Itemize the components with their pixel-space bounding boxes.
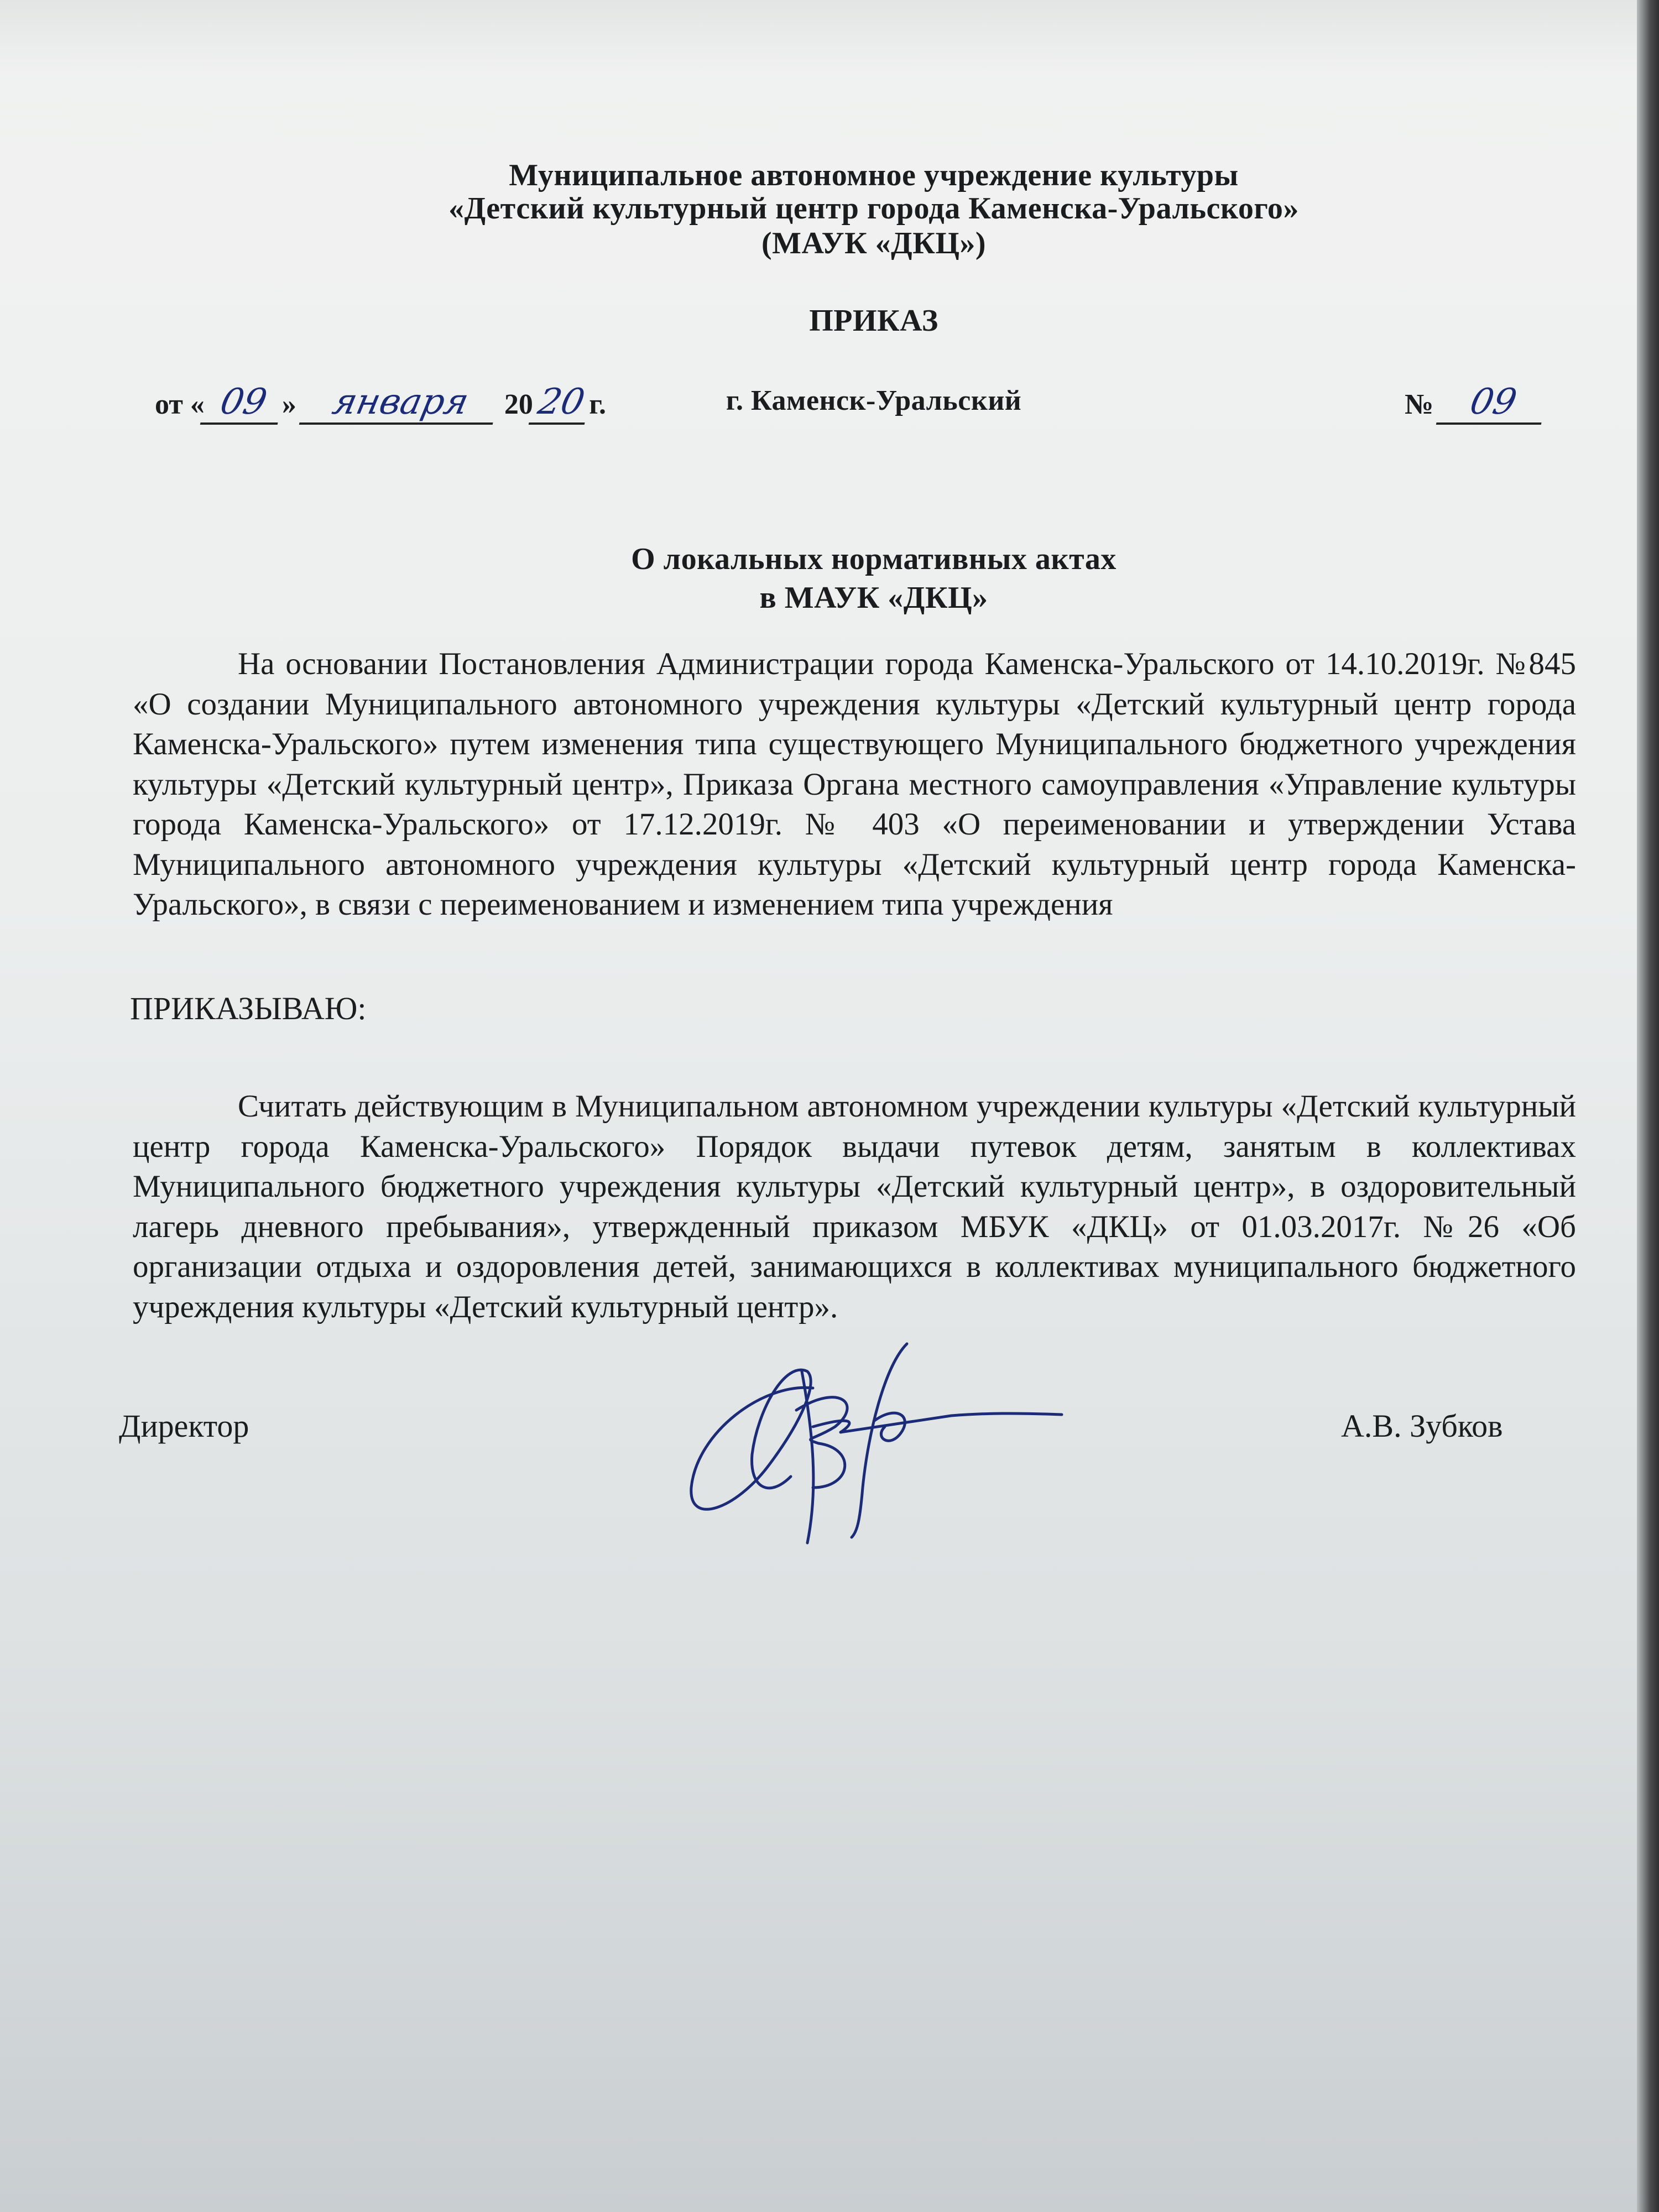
date-day: 09 xyxy=(200,382,287,425)
signature-tail xyxy=(813,1413,1062,1432)
order-paragraph: Считать действующим в Муниципальном автономном учреждении культуры «Детский культурный центр города Каменска-Уральского» Порядок выдачи путевок детям, занятым в коллективах Муниципального бюджетного учреждения культуры «Детский культурный центр», в оздоровительный лагерь дневного пребывания», утвержденный приказом МБУК «ДКЦ» от 01.03.2017г. №26 «Об организации отдыха и оздоровления детей, занимающихся в коллективах муниципального бюджетного учреждения культуры «Детский культурный центр». xyxy=(133,1089,1576,1324)
date-suffix: г. xyxy=(589,389,607,420)
document-type: ПРИКАЗ xyxy=(809,304,938,338)
date-month: января xyxy=(299,382,502,425)
signature-f xyxy=(852,1344,907,1537)
org-name-line-2: «Детский культурный центр города Каменска-Уральского» xyxy=(448,191,1299,226)
orders-heading: ПРИКАЗЫВАЮ: xyxy=(130,990,367,1026)
signatory-position: Директор xyxy=(119,1408,249,1444)
signature-loop xyxy=(691,1370,813,1509)
preamble-paragraph: На основании Постановления Администрации города Каменска-Уральского от 14.10.2019г. №845 «О создании Муниципального автономного учреждения культуры «Детский культурный центр города Каменска-Уральского» путем изменения типа существующего Муниципального бюджетного учреждения культуры «Детский культурный центр», Приказа Органа местного самоуправления «Управление культуры города Каменска-Уральского» от 17.12.2019г. № 403 «О переименовании и утверждении Устава Муниципального автономного учреждения культуры «Детский культурный центр города Каменска-Уральского», в связи с переименованием и изменением типа учреждения xyxy=(133,646,1576,922)
subject-line-1: О локальных нормативных актах xyxy=(631,542,1117,576)
date-year-suffix: 20 xyxy=(529,382,594,425)
date-year-prefix: 20 xyxy=(504,389,533,420)
city: г. Каменск-Уральский xyxy=(726,385,1022,416)
org-abbreviation: (МАУК «ДКЦ») xyxy=(761,226,987,260)
order-number-field xyxy=(1405,382,1546,425)
date-field xyxy=(155,382,606,425)
date-quote-close: » xyxy=(281,389,296,420)
director-signature xyxy=(675,1322,1073,1554)
order-number-label: № xyxy=(1405,389,1434,420)
date-prefix: от « xyxy=(155,389,205,420)
signatory-name: А.В. Зубков xyxy=(1341,1408,1503,1444)
order-number-value: 09 xyxy=(1436,382,1551,425)
subject-line-2: в МАУК «ДКЦ» xyxy=(759,581,988,615)
org-name-line-1: Муниципальное автономное учреждение культуры xyxy=(509,158,1239,192)
